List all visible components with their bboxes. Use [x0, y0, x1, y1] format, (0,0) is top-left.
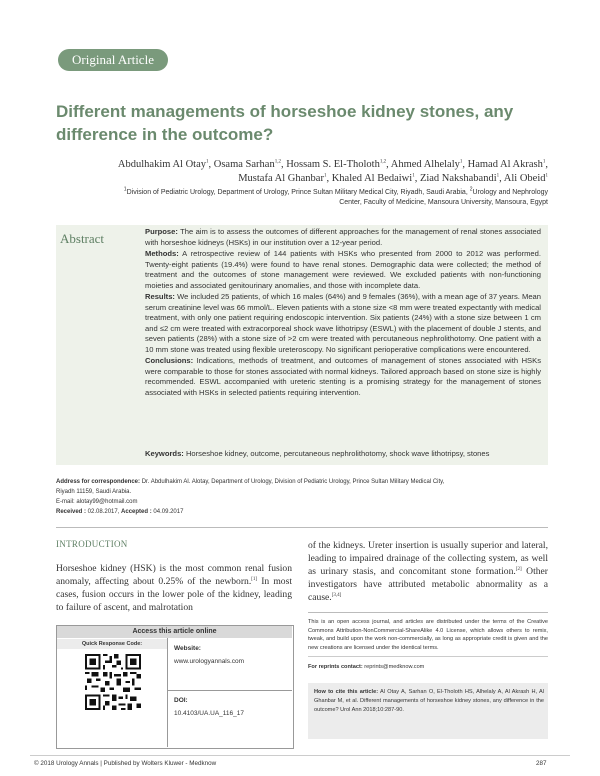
divider [56, 527, 548, 528]
footer-publisher: © 2018 Urology Annals | Published by Wolters Kluwer - Medknow [34, 760, 217, 767]
qr-code-icon[interactable] [85, 654, 141, 710]
author-name: Khaled Al Bedaiwi [331, 173, 413, 184]
correspondence-text: Dr. Abdulhakim Al. Alotay, Department of Urology, Division of Pediatric Urology, Prince Sultan Military Medical City, [140, 479, 445, 485]
affil-line-1b: Urology and Nephrology [472, 189, 548, 196]
author-name: Abdulhakim Al Otay [117, 159, 206, 170]
author-name: Osama Sarhan [213, 159, 275, 170]
footer-divider [30, 755, 570, 756]
purpose-text: The aim is to assess the outcomes of different approaches for the management of renal stones associated with horseshoe kidneys (HSKs) in our institution over a 12-year period. [145, 227, 541, 247]
page-number: 287 [536, 760, 547, 767]
methods-text: A retrospective review of 144 patients with HSKs who presented from 2000 to 2012 was performed. Twenty-eight patients (19.4%) were found to have renal stones. Demographic data were collected; the method of treatment and the outcomes of stone management were reviewed. We excluded patients with non-functioning moieties and associated genitourinary anomalies, and those with incomplete data. [145, 249, 541, 290]
keywords-text: Horseshoe kidney, outcome, percutaneous nephrolithotomy, shock wave lithotripsy, stones [183, 449, 490, 458]
cite-text: Al Otay A, Sarhan O, El-Tholoth HS, Alhelaly A, Al Akrash H, Al Ghanbar M, et al. Different managements of horseshoe kidney stones, any difference in the outcome? Urol Ann 2018;10:287-90. [314, 689, 545, 713]
correspondence-label: Address for correspondence: [56, 479, 141, 485]
author-line-1: Abdulhakim Al Otay$^1$, Osama Sarhan$^{1,2}$, Hossam S. El-Tholoth$^{1,2}$, Ahmed Alhelaly$^1$, Hamad Al Akrash$^1$, [117, 159, 548, 170]
conclusions-text: Indications, methods of treatment, and outcomes of management of stones associated with HSKs were comparable to those for stones associated with normal kidneys. Tailored approach based on stone size is highly recommended. ESWL accompanied with ureteric stenting is a promising strategy for the management of stones associated with HSKs in selected patients requiring intervention. [145, 356, 541, 397]
intro-text: of the kidneys. Ureter insertion is usually superior and lateral, leading to impaired drainage of the collecting system, as well as urinary stasis, and concomitant stone formation. [308, 540, 548, 577]
box-divider [167, 638, 168, 747]
affil-line-2: Center, Faculty of Medicine, Mansoura University, Mansoura, Egypt [339, 199, 548, 206]
article-type-badge: Original Article [58, 49, 168, 71]
author-name: Hamad Al Akrash [467, 159, 543, 170]
doi-label: DOI: [174, 697, 188, 704]
results-label: Results: [145, 292, 175, 301]
intro-text: In most cases, fusion occurs in the lower pole of the kidney, leading to failure of ascent, and malrotation [56, 576, 292, 613]
accepted-date: 04.09.2017 [151, 509, 184, 515]
author-sup: 1 [496, 173, 500, 179]
correspondence-address: Riyadh 11159, Saudi Arabia. [56, 489, 132, 495]
intro-text: Other investigators have attributed metabolic abnormality as a cause. [308, 566, 548, 603]
correspondence-block [56, 477, 548, 517]
keywords [145, 449, 545, 459]
abstract-conclusions [145, 356, 541, 398]
website-label: Website: [174, 645, 201, 652]
divider [308, 656, 548, 657]
purpose-label: Purpose: [145, 227, 178, 236]
abstract-results [145, 292, 541, 355]
received-label: Received : [56, 509, 87, 515]
qr-label: Quick Response Code: [57, 639, 167, 649]
affil-sup: 2 [469, 186, 473, 193]
author-name: Ali Obeid [503, 173, 546, 184]
cite-label: How to cite this article: [314, 689, 379, 695]
author-name: Ahmed Alhelaly [390, 159, 460, 170]
how-to-cite [314, 688, 544, 715]
website-link[interactable]: www.urologyannals.com [174, 658, 245, 665]
affil-sup: 1 [123, 186, 127, 193]
author-sup: 1 [545, 173, 548, 179]
author-sup: 1,2 [274, 159, 281, 165]
doi-link[interactable]: 10.4103/UA.UA_116_17 [174, 710, 244, 717]
citation-ref[interactable]: [1] [251, 576, 258, 582]
citation-ref[interactable]: [2] [515, 566, 522, 572]
author-name: Hossam S. El-Tholoth [286, 159, 380, 170]
abstract-methods [145, 249, 541, 291]
divider [308, 612, 548, 613]
author-sup: 1 [542, 159, 546, 165]
affil-line-1: Division of Pediatric Urology, Department of Urology, Prince Sultan Military Medical City, Riyadh, Saudi Arabia, [126, 189, 470, 196]
keywords-label: Keywords: [145, 449, 184, 458]
author-name: Ziad Nakshabandi [419, 173, 497, 184]
abstract-purpose [145, 227, 541, 248]
reprints-label: For reprints contact: [308, 664, 363, 670]
received-date: 02.08.2017, [86, 509, 122, 515]
box-divider [168, 690, 292, 691]
author-sup: 1,2 [379, 159, 387, 165]
author-sup: 1 [412, 173, 415, 179]
accepted-label: Accepted : [121, 509, 152, 515]
author-list [60, 158, 548, 186]
author-sup: 1 [206, 159, 209, 165]
access-heading: Access this article online [57, 626, 292, 638]
affiliations [56, 188, 548, 208]
license-text: This is an open access journal, and articles are distributed under the terms of the Creative Commons Attribution-NonCommercial-ShareAlike 4.0 License, which allows others to remix, tweak, and build upon the work non-commercially, as long as appropriate credit is given and the new creations are licensed under the identical terms. [308, 619, 548, 651]
reprints-contact [308, 663, 548, 671]
abstract-label: Abstract [60, 231, 105, 246]
introduction-paragraph-2 [308, 539, 548, 604]
methods-label: Methods: [145, 249, 179, 258]
conclusions-label: Conclusions: [145, 356, 194, 365]
introduction-paragraph-1 [56, 562, 292, 614]
results-text: We included 25 patients, of which 16 males (64%) and 9 females (36%), with a mean age of 37 years. Mean serum creatinine level was 66 mmol/L. Eleven patients with a stone size <8 mm were treated expectantly with medical treatment, with only one patient requiring endoscopic intervention. Six patients (24%) with a stone size between 1 cm and ≤2 cm were treated with extracorporeal shock wave lithotripsy (ESWL) with the placement of double J stents, and seven patients (28%) with a stone size of >2 cm were treated with percutaneous nephrolithotomy. One patient with a 10 mm stone was treated using flexible ureteroscopy. No significant perioperative complications were encountered. [145, 292, 541, 354]
intro-text: Horseshoe kidney (HSK) is the most common renal fusion anomaly, affecting about 0.25% of the newborn. [56, 563, 292, 587]
reprints-email[interactable]: reprints@medknow.com [362, 664, 425, 670]
author-line-2: Mustafa Al Ghanbar$^1$, Khaled Al Bedaiwi$^1$, Ziad Nakshabandi$^1$, Ali Obeid$^1$ [238, 173, 548, 184]
article-title: Different managements of horseshoe kidney stones, any difference in the outcome? [56, 102, 514, 144]
author-sup: 1 [323, 173, 327, 179]
author-sup: 1 [459, 159, 463, 165]
citation-ref[interactable]: [3,4] [331, 592, 342, 598]
abstract-body [145, 227, 541, 399]
author-name: Mustafa Al Ghanbar [238, 173, 324, 184]
correspondence-email: E-mail: alotay99@hotmail.com [56, 499, 138, 505]
introduction-heading: INTRODUCTION [56, 539, 128, 549]
